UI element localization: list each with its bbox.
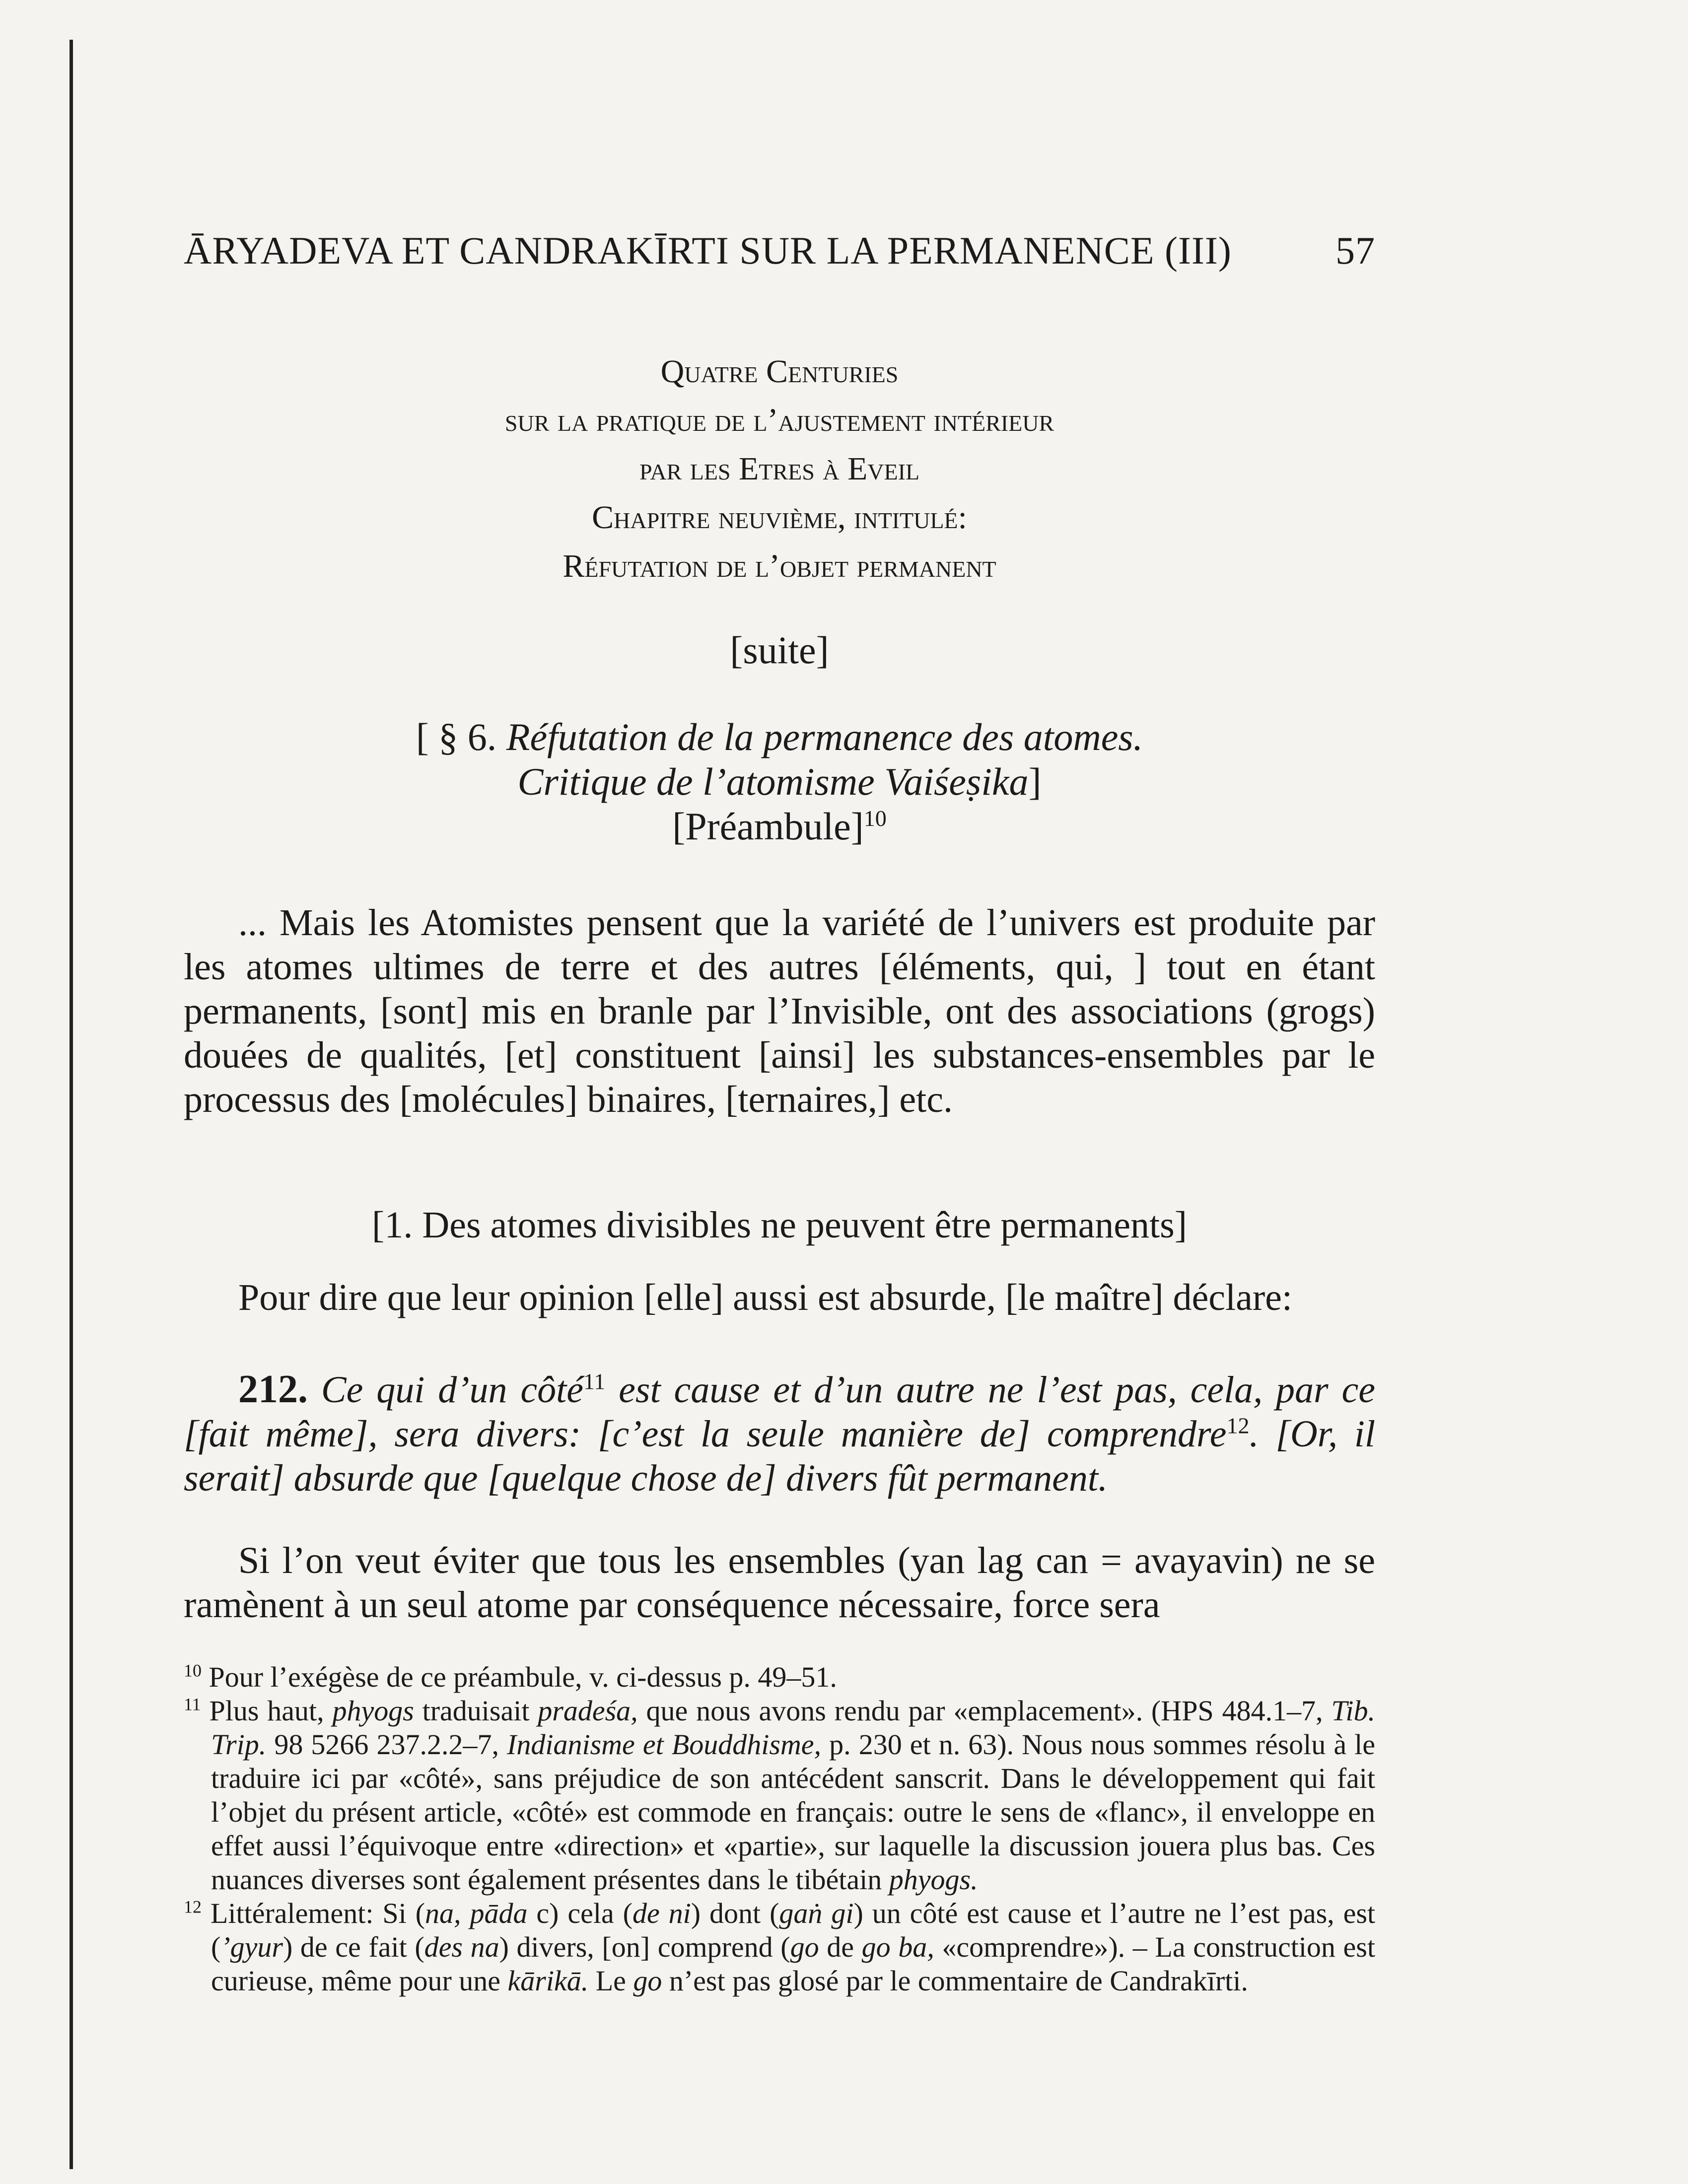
title-line: Réfutation de l’objet permanent (563, 548, 996, 584)
footnote-italic: de ni (632, 1897, 691, 1929)
paragraph-text: Si l’on veut éviter que tous les ensembles (yan lag can = avayavin) ne se ramènent à un seul atome par conséquence nécessaire, force sera (184, 1540, 1375, 1626)
footnote-italic: gaṅ gi (779, 1897, 854, 1929)
verse-text-2: est cause et d’un autre ne l’est pas, cela, par ce [fait même], sera divers: [c’est la seule manière de] comprendre (184, 1369, 1375, 1455)
section-close: ] (1028, 760, 1042, 803)
footnote-text: 98 5266 237.2.2–7, (266, 1728, 507, 1761)
footnote-italic: phyogs. (889, 1863, 978, 1896)
footnote-text: ) un côté est cause et l’autre ne l’est pas, est ( (211, 1897, 1376, 1963)
footnote-text: p. 230 et n. 63). Nous nous sommes résolu à le traduire ici par «côté», sans préjudice de son antécédent sanscrit. Dans le développement qui fait l’objet du présent article, «côté» est commode en français: outre le sens de «flanc», il enveloppe en effet aussi l’équivoque entre «direction» et «partie», sur laquelle la discussion jouera plus bas. Ces nuances diverses sont également présentes dans le tibétain (211, 1728, 1376, 1896)
footnote-mark: 10 (184, 1660, 202, 1681)
footnote-text: c) cela ( (527, 1897, 633, 1929)
footnote-ref-11: 11 (583, 1368, 606, 1394)
footnote-text: ) de ce fait ( (282, 1931, 424, 1963)
section-title-2: Critique de l’atomisme Vaiśeṣika (517, 760, 1029, 803)
verse-text-1: Ce qui d’un côté (308, 1369, 583, 1411)
footnote-italic: pradeśa, (538, 1695, 638, 1727)
footnote-italic: Tib. Trip. (211, 1695, 1375, 1761)
footnote-mark: 12 (184, 1897, 202, 1917)
footnote-text: que nous avons rendu par «emplacement». (HPS 484.1–7, (637, 1695, 1332, 1727)
subsection-heading: [1. Des atomes divisibles ne peuvent être permanents] (372, 1204, 1187, 1246)
title-line: Chapitre neuvième, intitulé: (592, 499, 967, 536)
footnote-text: Le (588, 1965, 633, 1997)
title-line: par les Etres à Eveil (639, 451, 920, 487)
footnote-italic: go ba, (861, 1931, 934, 1963)
footnote-text: ) dont ( (691, 1897, 779, 1929)
page-number: 57 (1336, 229, 1375, 272)
section-title-1: Réfutation de la permanence des atomes. (506, 715, 1143, 758)
section-heading (184, 715, 1375, 849)
footnote-italic: go (790, 1931, 819, 1963)
paragraph-text: Pour dire que leur opinion [elle] aussi est absurde, [le maître] déclare: (238, 1277, 1292, 1318)
verse-text-3: . [Or, il serait] absurde que [quelque chose de] divers fût permanent. (184, 1413, 1376, 1499)
footnote-ref-12: 12 (1226, 1413, 1250, 1438)
footnote-italic: na, pāda (425, 1897, 528, 1929)
paragraph-intro-verse (184, 1276, 1375, 1320)
title-line: sur la pratique de l’ajustement intérieur (504, 402, 1055, 438)
paragraph-text: ... Mais les Atomistes pensent que la variété de l’univers est produite par les atomes ultimes de terre et des autres [éléments, qui, ] tout en étant permanents, [sont] mis en branle par l’Invisible, ont des associations (grogs) douées de qualités, [et] constituent [ainsi] les substances-ensembles par le processus des [molécules] binaires, [ternaires,] etc. (184, 902, 1375, 1120)
title-line: Quatre Centuries (660, 353, 899, 390)
footnote-italic: Indianisme et Bouddhisme, (507, 1728, 822, 1761)
footnote-12 (184, 1897, 1375, 1998)
footnote-ref-10: 10 (863, 806, 887, 831)
footnote-italic: ’gyur (220, 1931, 283, 1963)
footnote-10 (184, 1660, 1375, 1694)
footnote-text: ) divers, [on] comprend ( (499, 1931, 790, 1963)
footnote-italic: phyogs (332, 1695, 414, 1727)
footnote-text: n’est pas glosé par le commentaire de Candrakīrti. (662, 1965, 1248, 1997)
footnote-italic: go (633, 1965, 662, 1997)
running-head (184, 228, 1375, 283)
footnote-text: de (819, 1931, 862, 1963)
suite-label: [suite] (730, 628, 829, 672)
paragraph-atomists (184, 901, 1375, 1122)
section-open: [ § 6. (416, 715, 506, 758)
footnote-italic: kārikā. (507, 1965, 589, 1997)
footnote-italic: des na (424, 1931, 499, 1963)
chapter-title-block (184, 347, 1375, 591)
footnotes (184, 1660, 1375, 1998)
footnote-11 (184, 1694, 1375, 1897)
footnote-text: traduisait (414, 1695, 538, 1727)
footnote-text: Plus haut, (201, 1695, 333, 1727)
footnote-text: Pour l’exégèse de ce préambule, v. ci-dessus p. 49–51. (202, 1661, 837, 1693)
preamble-label: [Préambule] (672, 805, 864, 848)
verse-212 (184, 1367, 1375, 1501)
page-edge-rule (70, 40, 73, 2169)
verse-number: 212. (238, 1367, 308, 1411)
paragraph-ensembles (184, 1539, 1375, 1627)
footnote-text: Littéralement: Si ( (202, 1897, 425, 1929)
footnote-text: «comprendre»). – La construction est curieuse, même pour une (211, 1931, 1375, 1997)
running-head-title: ĀRYADEVA ET CANDRAKĪRTI SUR LA PERMANENCE (III) (184, 229, 1232, 272)
footnote-mark: 11 (184, 1694, 201, 1714)
